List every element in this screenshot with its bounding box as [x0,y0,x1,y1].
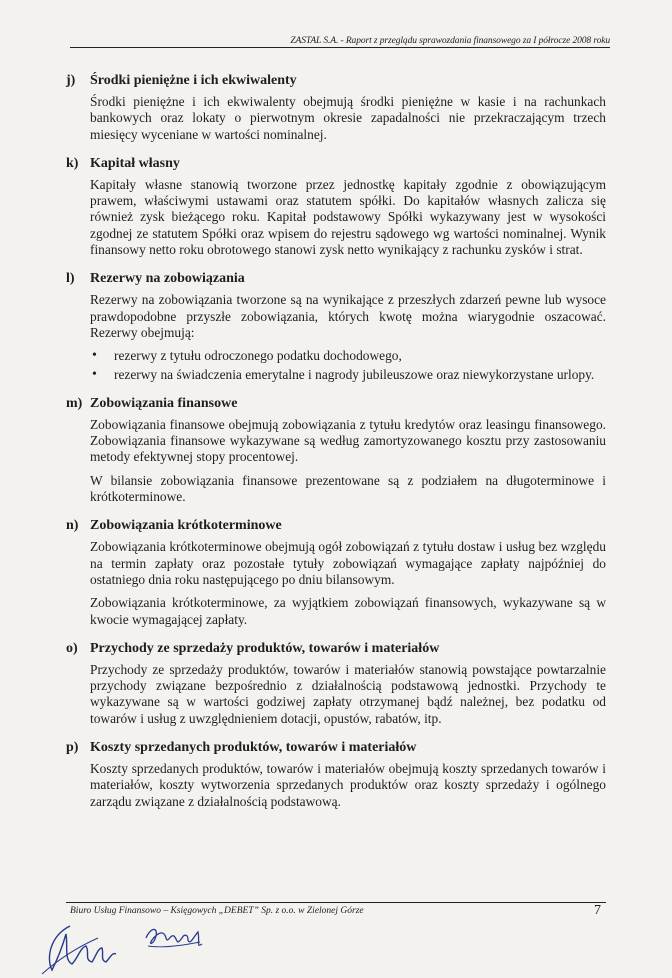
section-heading [66,72,606,89]
section-heading [66,395,606,412]
list-item: • rezerwy na świadczenia emerytalne i nagrody jubileuszowe oraz niewykorzystane urlopy. [90,367,606,383]
section [66,640,606,727]
section-title: Koszty sprzedanych produktów, towarów i materiałów [90,740,417,756]
page-header: ZASTAL S.A. - Raport z przeglądu sprawozdania finansowego za I półrocze 2008 roku [70,36,610,48]
section-letter: l) [66,271,75,287]
paragraph: W bilansie zobowiązania finansowe prezentowane są z podziałem na długoterminowe i krótkoterminowe. [90,472,606,505]
paragraph: Koszty sprzedanych produktów, towarów i materiałów obejmują koszty sprzedanych towarów i materiałów, koszty wytworzenia sprzedanych produktów oraz koszty sprzedaży i ogólnego zarządu związane z działalnością podstawową. [90,761,606,809]
section [66,395,606,505]
paragraph: Rezerwy na zobowiązania tworzone są na wynikające z przeszłych zdarzeń pewne lub wysoce prawdopodobne przyszłe zobowiązania, których kwotę można wiarygodnie oszacować. Rezerwy obejmują: [90,292,606,340]
section [66,155,606,258]
section-title: Zobowiązania finansowe [90,395,238,411]
page-number: 7 [594,903,601,918]
section-heading [66,155,606,172]
section [66,517,606,627]
section-letter: n) [66,518,79,534]
paragraph: Zobowiązania krótkoterminowe obejmują ogół zobowiązań z tytułu dostaw i usług bez względu na termin zapłaty oraz pozostałe tytuły zobowiązań wymagające zapłaty najpóźniej do ostatniego dnia roku następującego po dniu bilansowym. [90,539,606,587]
paragraph: Przychody ze sprzedaży produktów, towarów i materiałów stanowią powstające powtarzalnie przychody związane bezpośrednio z działalnością podstawową jednostki. Przychody te wykazywane są w wartości godziwej zapłaty otrzymanej bądź należnej, bez podatku od towarów i usług z uwzględnieniem dotacji, opustów, rabatów, itp. [90,661,606,726]
section [66,270,606,382]
section-title: Zobowiązania krótkoterminowe [90,518,282,534]
section [66,72,606,143]
list-item: • rezerwy z tytułu odroczonego podatku dochodowego, [90,348,606,364]
footer-text: Biuro Usług Finansowo – Księgowych „DEBET” Sp. z o.o. w Zielonej Górze [70,906,364,916]
section-heading [66,270,606,287]
section-heading [66,517,606,534]
section-title: Rezerwy na zobowiązania [90,271,245,287]
section-letter: o) [66,640,78,656]
bullet-list [90,348,606,383]
section-title: Kapitał własny [90,155,180,171]
section-letter: p) [66,740,79,756]
section-heading [66,739,606,756]
paragraph: Kapitały własne stanowią tworzone przez jednostkę kapitały zgodnie z obowiązującym prawem, właściwymi ustawami oraz statutem spółki. Do kapitałów własnych zalicza się również zysk bieżącego roku. Kapitał podstawowy Spółki wykazywany jest w wysokości zgodnej ze statutem Spółki oraz wpisem do rejestru sądowego wg wartości nominalnej. Wynik finansowy netto roku obrotowego stanowi zysk netto wynikający z rachunku zysków i strat. [90,176,606,258]
section-title: Przychody ze sprzedaży produktów, towarów i materiałów [90,640,440,656]
section-title: Środki pieniężne i ich ekwiwalenty [90,73,297,88]
handwritten-signature-left [40,918,130,976]
section-letter: j) [66,73,76,88]
section-letter: m) [66,395,83,411]
document-body [66,72,606,822]
footer-divider [66,902,606,903]
section-letter: k) [66,155,79,171]
section-heading [66,640,606,657]
paragraph: Zobowiązania krótkoterminowe, za wyjątkiem zobowiązań finansowych, wykazywane są w kwocie wymagającej zapłaty. [90,595,606,627]
section [66,739,606,810]
paragraph: Zobowiązania finansowe obejmują zobowiązania z tytułu kredytów oraz leasingu finansowego. Zobowiązania finansowe wykazywane są według zamortyzowanego kosztu przy zastosowaniu metody efektywnej stopy procentowej. [90,416,606,465]
handwritten-signature-right [140,916,210,956]
paragraph: Środki pieniężne i ich ekwiwalenty obejmują środki pieniężne w kasie i na rachunkach bankowych oraz lokaty o pierwotnym okresie zapadalności nie przekraczającym trzech miesięcy wyceniane w wartości nominalnej. [90,94,606,142]
